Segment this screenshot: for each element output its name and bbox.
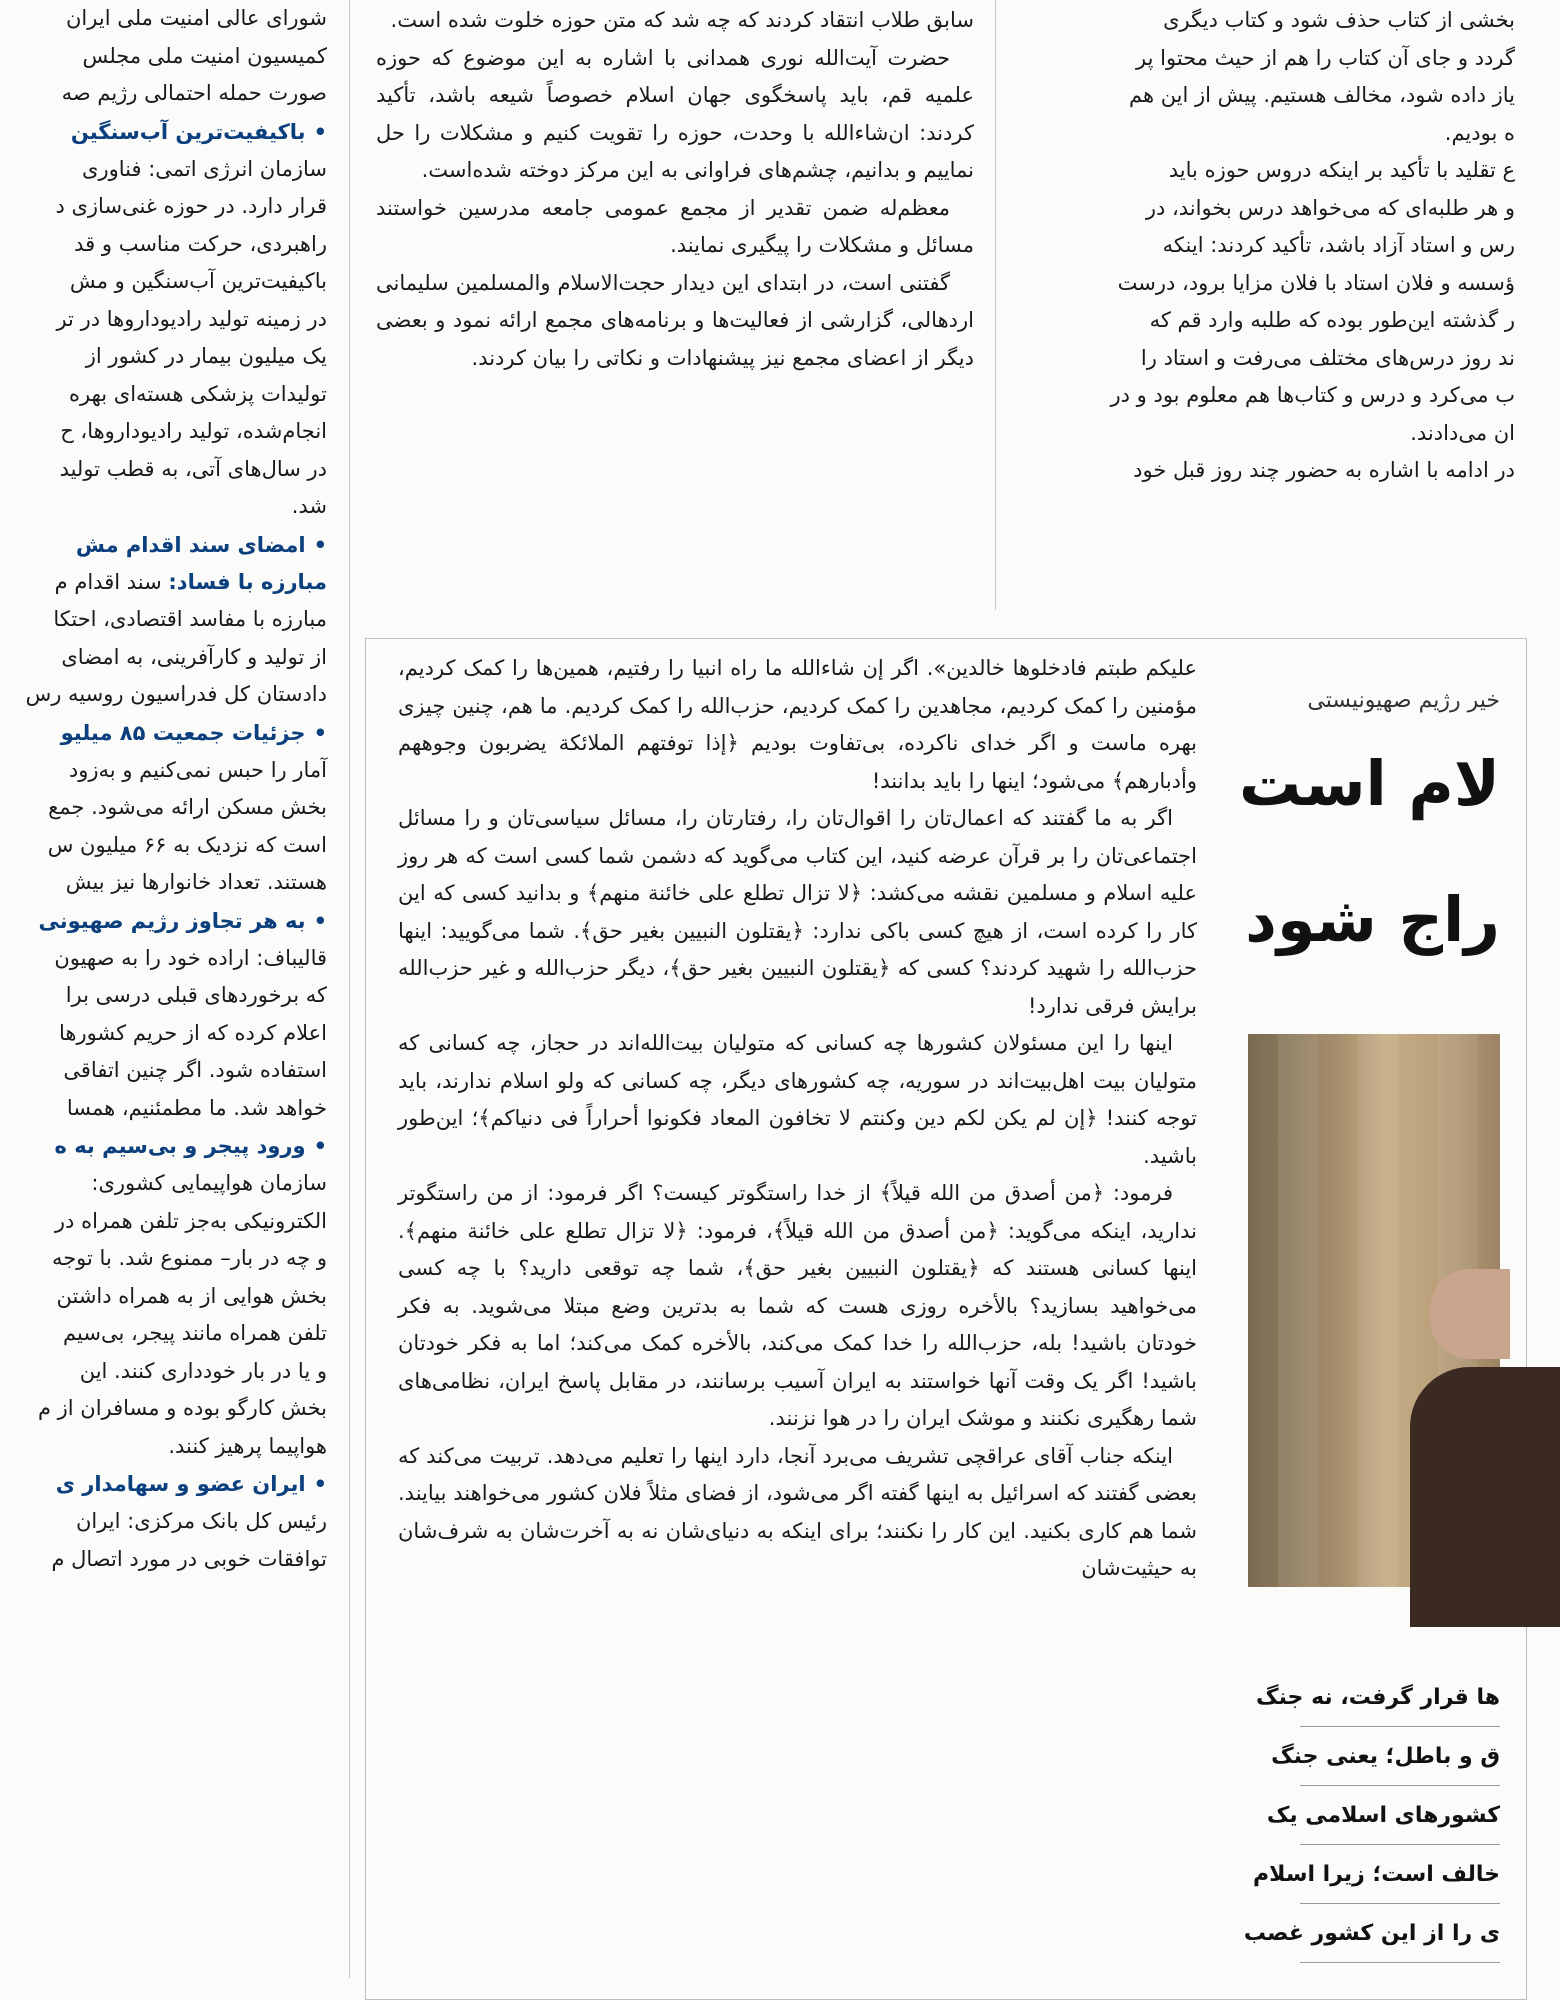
headline-line-2: راج شود bbox=[1245, 883, 1500, 956]
pull-quote-line: ق و باطل؛ یعنی جنگ bbox=[1271, 1744, 1500, 1769]
article-paragraph: علیکم طبتم فادخلوها خالدین». اگر إن شاءالله ما راه انبیا را رفتیم، همین‌ها را کمک کردیم، مؤمنین را کمک کردیم، مجاهدین را کمک کردیم، حزب‌الله را کمک کردیم. ما هم، چنین چیزی بهره ماست و اگر خدای ناکرده، بی‌تفاوت بودیم ﴿إذا توفتهم الملائکة یضربون وجوههم وأدبارهم﴾ می‌شود؛ اینها را باید بدانند! bbox=[398, 656, 1197, 793]
brief-text: هستند. تعداد خانوارها نیز بیش bbox=[65, 870, 327, 894]
brief-text: در زمینه تولید رادیوداروها در تر bbox=[56, 306, 327, 331]
brief-heading bbox=[0, 714, 327, 752]
brief-text-line bbox=[0, 1541, 327, 1579]
brief-text-line bbox=[0, 601, 327, 639]
brief-heading-text: ایران عضو و سهامدار ی bbox=[55, 1472, 306, 1496]
brief-text-line bbox=[0, 564, 327, 602]
brief-text: تلفن همراه مانند پیجر، بی‌سیم bbox=[63, 1321, 327, 1345]
brief-text: خواهد شد. ما مطمئنیم، همسا bbox=[66, 1095, 327, 1120]
main-article-body bbox=[398, 650, 1197, 1978]
brief-text: انجام‌شده، تولید رادیوداروها، ح bbox=[60, 419, 327, 443]
brief-text: صورت حمله احتمالی رژیم صه bbox=[61, 81, 327, 105]
text-line: گردد و جای آن کتاب را هم از حیث محتوا پر bbox=[1136, 45, 1515, 70]
brief-text: مبارزه با مفاسد اقتصادی، احتکا bbox=[53, 607, 327, 631]
brief-heading-text: جزئیات جمعیت ۸۵ میلیو bbox=[60, 720, 306, 745]
bullet-icon: • bbox=[313, 532, 327, 557]
brief-text: شد. bbox=[291, 494, 327, 518]
pull-quote-list bbox=[1243, 1670, 1500, 1970]
brief-text-line bbox=[0, 1203, 327, 1241]
article-paragraph: فرمود: ﴿من أصدق من الله قیلاً﴾ از خدا راستگوتر کیست؟ اگر فرمود: از من راستگوتر ندارید، اینکه می‌گوید: ﴿من أصدق من الله قیلاً﴾، فرمود: ﴿لا تزال تطلع علی خائنة منهم﴾. اینها کسانی هستند که ﴿یقتلون النبیین بغیر حق﴾، شما چه توقعی دارید؟ با چه کسی می‌خواهید بسازید؟ بالأخره روزی هست که شما به بدترین وضع مبتلا می‌شوید. به فکر خودتان باشید! بله، حزب‌الله را خدا کمک می‌کند، بالأخره کمک می‌کند؛ اما به فکر خودتان باشید! اگر یک وقت آنها خواستند به ایران آسیب برسانند، در مقابل پاسخ ایران، نظامی‌های شما رهگیری نکنند و موشک ایران را در هوا نزنند. bbox=[398, 1181, 1197, 1430]
brief-text-line bbox=[0, 1503, 327, 1541]
pull-quote-line: خالف است؛ زیرا اسلام bbox=[1253, 1862, 1500, 1887]
brief-text: در سال‌های آتی، به قطب تولید bbox=[59, 456, 327, 481]
article-paragraph: اینها را این مسئولان کشورها چه کسانی که متولیان بیت‌الله‌اند در حجاز، چه کسانی که متولیان بیت اهل‌بیت‌اند در سوریه، چه کشورهای دیگر، چه کسانی که ولو اسلام ندارند، باید توجه کنند! ﴿إن لم یکن لکم دین وکنتم لا تخافون المعاد فکونوا أحراراً فی دنیاکم﴾؛ این‌طور باشید. bbox=[398, 1031, 1197, 1168]
pull-quote-line: ی را از این کشور غصب bbox=[1243, 1921, 1500, 1946]
brief-text: از تولید و کارآفرینی، به امضای bbox=[61, 644, 327, 669]
brief-text: قالیباف: اراده خود را به صهیون bbox=[54, 945, 327, 970]
text-line: ؤسسه و فلان استاد با فلان مزایا برود، درست bbox=[1117, 270, 1515, 295]
brief-text-line bbox=[0, 451, 327, 489]
pull-quote-rule bbox=[1300, 1726, 1500, 1727]
pull-quote-line: ها قرار گرفت، نه جنگ bbox=[1256, 1685, 1500, 1710]
brief-text-line bbox=[0, 1353, 327, 1391]
article-paragraph: اگر به ما گفتند که اعمال‌تان را اقوال‌تان را، رفتارتان را، مسائل سیاسی‌تان و را مسائل اجتماعی‌تان را بر قرآن عرضه کنید، این کتاب می‌گوید که دشمن شما کسی است که هر روز علیه اسلام و مسلمین نقشه می‌کشد: ﴿لا تزال تطلع علی خائنة منهم﴾ و بدانید کسی که این کار را کرده است، از هیچ کسی باکی ندارد: ﴿یقتلون النبیین بغیر حق﴾. شما می‌گویید: اینها حزب‌الله را شهید کردند؟ کسی که ﴿یقتلون النبیین بغیر حق﴾، دیگر حزب‌الله و غیر حزب‌الله برایش فرقی ندارد! bbox=[398, 806, 1197, 1018]
brief-lead: مبارزه با فساد: bbox=[168, 569, 327, 594]
brief-text-line bbox=[0, 151, 327, 189]
paragraph: معظم‌له ضمن تقدیر از مجمع عمومی جامعه مدرسین خواستند مسائل و مشکلات را پیگیری نمایند. bbox=[376, 195, 974, 257]
brief-text-line bbox=[0, 1052, 327, 1090]
brief-text-line bbox=[0, 75, 327, 113]
brief-heading bbox=[0, 526, 327, 564]
bullet-icon: • bbox=[313, 1134, 327, 1158]
brief-heading-text: باکیفیت‌ترین آب‌سنگین bbox=[70, 119, 306, 144]
brief-text-line bbox=[0, 789, 327, 827]
brief-text-line bbox=[0, 338, 327, 376]
brief-text: الکترونیکی به‌جز تلفن همراه در bbox=[54, 1208, 327, 1233]
article-continuation-middle bbox=[376, 2, 974, 607]
text-line: ب می‌کرد و درس و کتاب‌ها هم معلوم بود و در bbox=[1110, 383, 1515, 407]
brief-text: بخش هوایی از به همراه داشتن bbox=[56, 1283, 327, 1308]
pull-quote-line: کشورهای اسلامی یک bbox=[1266, 1803, 1500, 1828]
text-line: بخشی از کتاب حذف شود و کتاب دیگری bbox=[1163, 8, 1515, 32]
bullet-icon: • bbox=[313, 908, 327, 933]
brief-text: آمار را حبس نمی‌کنیم و به‌زود bbox=[68, 757, 327, 782]
pull-quote-rule bbox=[1300, 1962, 1500, 1963]
text-line: رس و استاد آزاد باشد، تأکید کردند: اینکه bbox=[1162, 233, 1515, 257]
article-continuation-right bbox=[1015, 2, 1515, 607]
pull-quote-rule bbox=[1300, 1844, 1500, 1845]
brief-text-line bbox=[0, 752, 327, 790]
brief-text: که برخوردهای قبلی درسی برا bbox=[65, 983, 327, 1007]
text-line: در ادامه با اشاره به حضور چند روز قبل خود bbox=[1133, 458, 1515, 482]
brief-text-line bbox=[0, 639, 327, 677]
brief-text: تولیدات پزشکی هسته‌ای بهره bbox=[69, 381, 327, 406]
person-face bbox=[1430, 1269, 1510, 1359]
brief-text-line bbox=[0, 188, 327, 226]
brief-text-line bbox=[0, 1278, 327, 1316]
pull-quote-rule bbox=[1300, 1903, 1500, 1904]
news-briefs-column bbox=[0, 0, 327, 1978]
text-line: ر گذشته این‌طور بوده که طلبه وارد قم که bbox=[1149, 308, 1515, 332]
article-paragraph: اینکه جناب آقای عراقچی تشریف می‌برد آنجا، دارد اینها را تعلیم می‌دهد. تربیت می‌کند که بعضی گفتند که اسرائیل به اینها گفته اگر می‌شود، از فضای مثلاً فلان کشور می‌خواهند بیایند. شما هم کاری بکنید. این کار را نکنند؛ برای اینکه به دنیای‌شان نه به آخرت‌شان به شرف‌شان به حیثیت‌شان bbox=[398, 1443, 1197, 1580]
column-divider-top-right bbox=[995, 0, 996, 610]
brief-text: سند اقدام م bbox=[54, 569, 169, 594]
brief-text: راهبردی، حرکت مناسب و قد bbox=[74, 231, 327, 256]
brief-text-line bbox=[0, 226, 327, 264]
feature-photo bbox=[1248, 1034, 1500, 1587]
brief-heading bbox=[0, 902, 327, 940]
brief-text-line bbox=[0, 1090, 327, 1128]
brief-text: باکیفیت‌ترین آب‌سنگین و مش bbox=[69, 269, 327, 293]
brief-heading-text: ورود پیجر و بی‌سیم به ه bbox=[54, 1134, 306, 1158]
paragraph: گفتنی است، در ابتدای این دیدار حجت‌الاسلام والمسلمین سلیمانی اردهالی، گزارشی از فعالیت‌ها و برنامه‌های مجمع ارائه نمود و بعضی دیگر از اعضای مجمع نیز پیشنهادات و نکاتی را بیان کردند. bbox=[376, 270, 974, 370]
pull-quote-rule bbox=[1300, 1785, 1500, 1786]
brief-text-line bbox=[0, 676, 327, 714]
headline-line-1: لام است bbox=[1238, 747, 1500, 820]
brief-text-line bbox=[0, 1428, 327, 1466]
brief-text-line bbox=[0, 413, 327, 451]
column-divider-left bbox=[349, 0, 350, 1978]
brief-text-line bbox=[0, 864, 327, 902]
text-line: ع تقلید با تأکید بر اینکه دروس حوزه باید bbox=[1168, 158, 1515, 182]
brief-text-line bbox=[0, 827, 327, 865]
brief-text-line bbox=[0, 488, 327, 526]
bullet-icon: • bbox=[313, 1472, 327, 1496]
brief-text: رئیس کل بانک مرکزی: ایران bbox=[75, 1509, 327, 1533]
brief-text: دادستان کل فدراسیون روسیه رس bbox=[25, 682, 327, 706]
brief-text: و چه در بار– ممنوع شد. با توجه bbox=[51, 1246, 327, 1270]
paragraph: سابق طلاب انتقاد کردند که چه شد که متن حوزه خلوت شده است. bbox=[390, 8, 974, 32]
brief-text-line bbox=[0, 1015, 327, 1053]
bullet-icon: • bbox=[313, 119, 327, 144]
brief-text: شورای عالی امنیت ملی ایران bbox=[66, 6, 327, 30]
brief-text-line bbox=[0, 301, 327, 339]
text-line: ند روز درس‌های مختلف می‌رفت و استاد را bbox=[1140, 345, 1515, 370]
brief-text-line bbox=[0, 1165, 327, 1203]
brief-text: قرار دارد. در حوزه غنی‌سازی د bbox=[55, 194, 327, 218]
brief-text: سازمان انرژی اتمی: فناوری bbox=[82, 156, 327, 181]
brief-text-line bbox=[0, 38, 327, 76]
brief-text-line bbox=[0, 1240, 327, 1278]
brief-heading bbox=[0, 1465, 327, 1503]
text-line: ه بودیم. bbox=[1444, 120, 1515, 145]
text-line: ان می‌دادند. bbox=[1410, 420, 1515, 445]
person-robe bbox=[1410, 1367, 1560, 1627]
brief-heading bbox=[0, 1127, 327, 1165]
brief-text: استفاده شود. اگر چنین اتفاقی bbox=[63, 1058, 327, 1082]
brief-text: سازمان هواپیمایی کشوری: bbox=[91, 1171, 327, 1195]
brief-text-line bbox=[0, 1315, 327, 1353]
paragraph: حضرت آیت‌الله نوری همدانی با اشاره به این موضوع که حوزه علمیه قم، باید پاسخگوی جهان اسلام خصوصاً شیعه باشد، تأکید کردند: ان‌شاءالله با وحدت، حوزه را تقویت کنیم و مشکلات را حل نماییم و بدانیم، چشم‌های فراوانی به این مرکز دوخته شده‌است. bbox=[376, 45, 974, 182]
brief-text: یک میلیون بیمار در کشور از bbox=[85, 344, 327, 368]
brief-text: توافقات خوبی در مورد اتصال م bbox=[51, 1546, 327, 1571]
brief-text-line bbox=[0, 1390, 327, 1428]
brief-heading-text: امضای سند اقدام مش bbox=[75, 532, 306, 557]
brief-text: است که نزدیک به ۶۶ میلیون س bbox=[47, 832, 327, 857]
brief-text-line bbox=[0, 263, 327, 301]
text-line: و هر طلبه‌ای که می‌خواهد درس بخواند، در bbox=[1145, 195, 1515, 220]
text-line: یاز داده شود، مخالف هستیم. پیش از این هم bbox=[1128, 83, 1515, 107]
brief-text-line bbox=[0, 940, 327, 978]
brief-text: بخش مسکن ارائه می‌شود. جمع bbox=[48, 795, 327, 819]
brief-text: کمیسیون امنیت ملی مجلس bbox=[82, 43, 327, 68]
bullet-icon: • bbox=[313, 720, 327, 745]
brief-heading-text: به هر تجاوز رژیم صهیونی bbox=[38, 908, 306, 933]
brief-text-line bbox=[0, 0, 327, 38]
brief-text: اعلام کرده که از حریم کشورها bbox=[58, 1020, 327, 1045]
brief-text: هواپیما پرهیز کنند. bbox=[168, 1433, 327, 1458]
brief-text: بخش کارگو بوده و مسافران از م bbox=[37, 1396, 327, 1420]
brief-text-line bbox=[0, 376, 327, 414]
brief-text-line bbox=[0, 977, 327, 1015]
brief-heading bbox=[0, 113, 327, 151]
brief-text: و یا در بار خودداری کنند. این bbox=[79, 1358, 327, 1383]
headline-kicker: خیر رژیم صهیونیستی bbox=[1307, 688, 1500, 713]
